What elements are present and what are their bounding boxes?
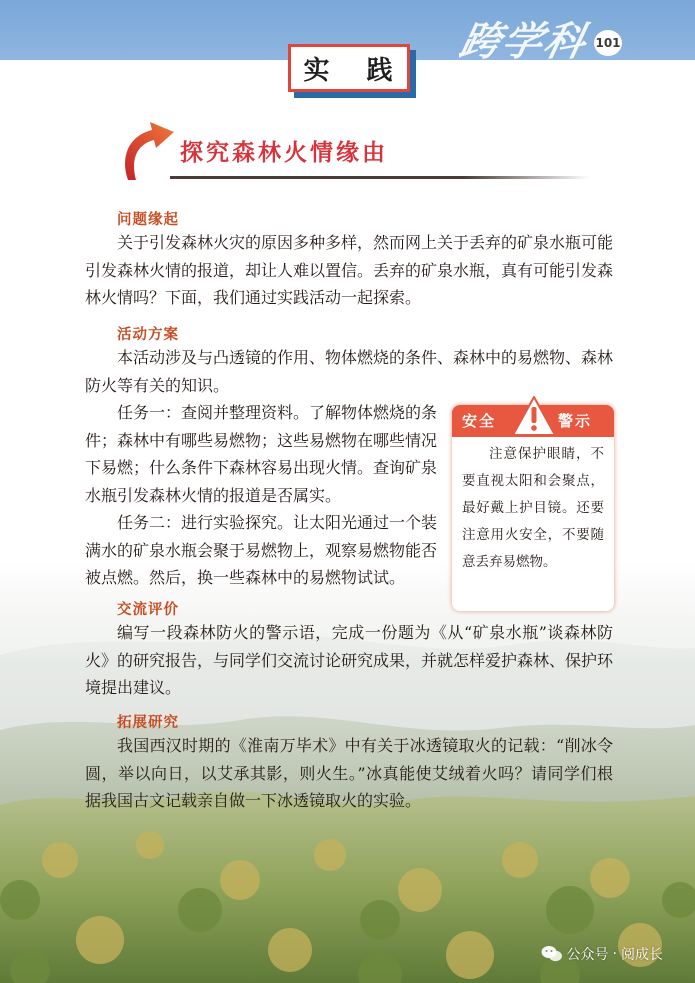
- paragraph-task-two: 任务二：进行实验探究。让太阳光通过一个装满水的矿泉水瓶会聚于易燃物上，观察易燃物能否被点燃。然后，换一些森林中的易燃物试试。: [85, 513, 438, 587]
- safety-warning-text: 注意保护眼睛，不要直视太阳和会聚点，最好戴上护目镜。还要注意用火安全，不要随意丢弃易燃物。: [462, 446, 604, 570]
- watermark-author: 阅成长: [621, 947, 663, 963]
- heading-activity-plan: 活动方案: [117, 327, 179, 343]
- wechat-icon: [541, 945, 563, 963]
- practice-banner-label: 实 践: [303, 55, 407, 86]
- heading-problem-origin: 问题缘起: [117, 212, 179, 228]
- practice-banner: [288, 44, 410, 92]
- paragraph-extended-research: 我国西汉时期的《淮南万毕术》中有关于冰透镜取火的记载：“削冰令圆，举以向日，以艾承其影，则火生。”冰真能使艾绒着火吗？请同学们根据我国古文记载亲自做一下冰透镜取火的实验。: [85, 736, 613, 810]
- page-number: 101: [594, 30, 622, 56]
- heading-exchange-evaluation: 交流评价: [117, 602, 179, 618]
- paragraph-exchange-evaluation: 编写一段森林防火的警示语，完成一份题为《从“矿泉水瓶”谈森林防火》的研究报告，与同学们交流讨论研究成果，并就怎样爱护森林、保护环境提出建议。: [85, 623, 614, 697]
- paragraph-activity-intro: 本活动涉及与凸透镜的作用、物体燃烧的条件、森林中的易燃物、森林防火等有关的知识。: [85, 348, 614, 395]
- cross-subject-title: 跨学科: [455, 19, 592, 65]
- watermark-separator: ·: [612, 946, 617, 962]
- paragraph-problem-origin: 关于引发森林火灾的原因多种多样，然而网上关于丢弃的矿泉水瓶可能引发森林火情的报道，却让人难以置信。丢弃的矿泉水瓶，真有可能引发森林火情吗？下面，我们通过实践活动一起探索。: [85, 233, 614, 307]
- section-title: 探究森林火情缘由: [180, 140, 388, 166]
- curved-arrow-icon: [118, 118, 182, 184]
- watermark: [541, 944, 663, 964]
- safety-label: 安全: [462, 412, 497, 430]
- warning-label: 警示: [558, 412, 593, 430]
- section-title-underline: [170, 176, 590, 179]
- warning-triangle-icon: [511, 395, 557, 437]
- paragraph-task-one: 任务一：查阅并整理资料。了解物体燃烧的条件；森林中有哪些易燃物；这些易燃物在哪些情况下易燃；什么条件下森林容易出现火情。查询矿泉水瓶引发森林火情的报道是否属实。: [85, 403, 438, 505]
- watermark-brand: 公众号: [566, 947, 609, 963]
- heading-extended-research: 拓展研究: [117, 715, 179, 731]
